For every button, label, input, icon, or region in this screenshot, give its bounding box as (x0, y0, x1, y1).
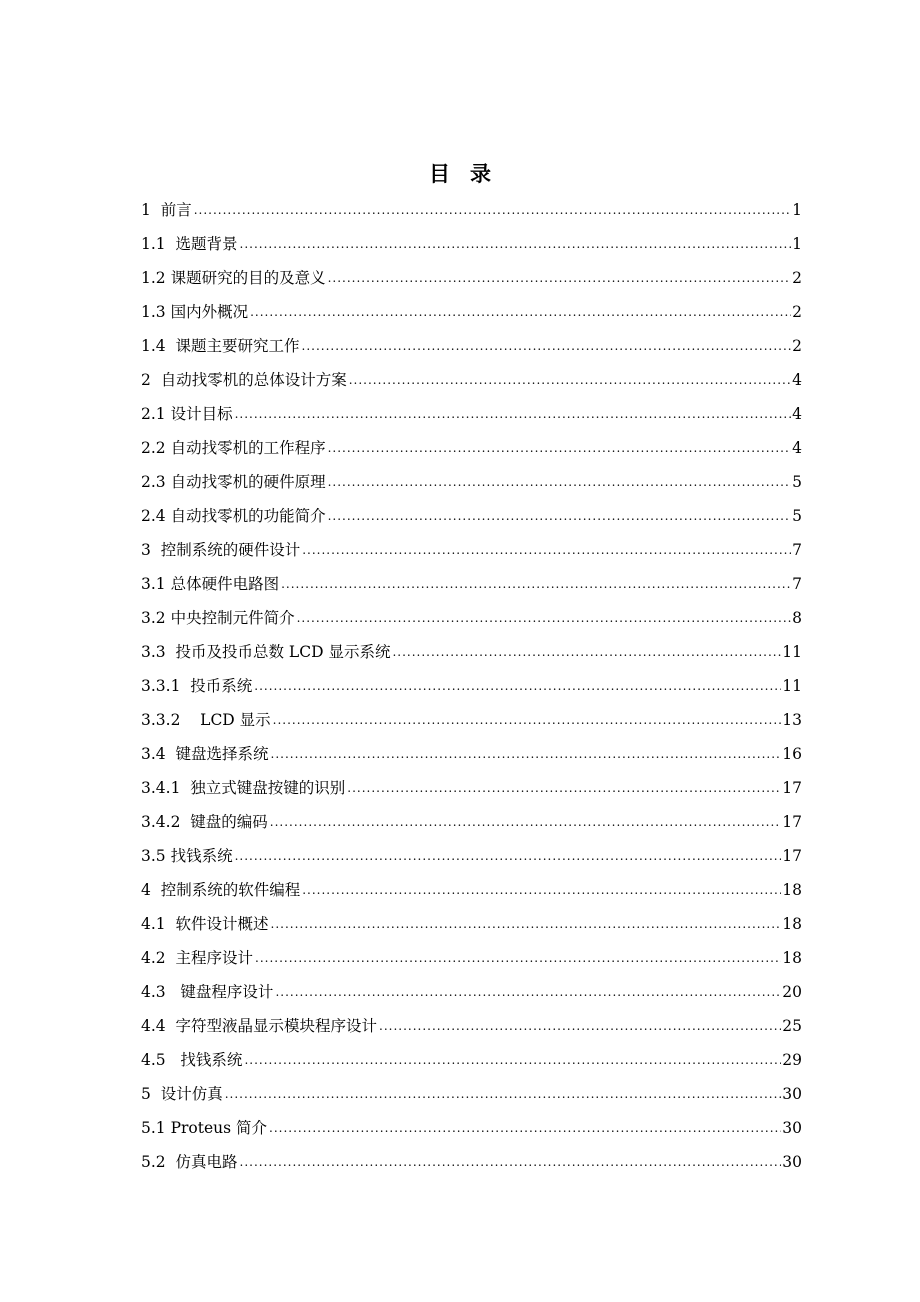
toc-dot-leader (235, 844, 782, 868)
toc-dot-leader (302, 538, 791, 562)
toc-dot-leader (328, 470, 792, 494)
toc-entry-page-number: 30 (782, 1085, 802, 1103)
toc-entry-page-number: 29 (782, 1051, 802, 1069)
toc-entry[interactable] (141, 1014, 802, 1048)
toc-entry[interactable] (141, 1116, 802, 1150)
toc-dot-leader (271, 912, 782, 936)
toc-entry-page-number: 5 (792, 473, 802, 491)
toc-entry[interactable] (141, 640, 802, 674)
toc-entry[interactable] (141, 776, 802, 810)
toc-entry[interactable] (141, 198, 802, 232)
toc-entry-label: 4.2 主程序设计 (141, 949, 254, 967)
toc-entry-label: 2 自动找零机的总体设计方案 (141, 371, 347, 389)
toc-entry-page-number: 2 (792, 337, 802, 355)
toc-entry-label: 2.3 自动找零机的硬件原理 (141, 473, 326, 491)
toc-entry[interactable] (141, 538, 802, 572)
toc-entry-label: 5.2 仿真电路 (141, 1153, 238, 1171)
toc-entry[interactable] (141, 334, 802, 368)
toc-entry-page-number: 11 (782, 643, 802, 661)
toc-entry-page-number: 4 (792, 405, 802, 423)
toc-entry-label: 3.2 中央控制元件简介 (141, 609, 295, 627)
toc-entry-label: 3.3.1 投币系统 (141, 677, 253, 695)
toc-entry-label: 5.1 Proteus 简介 (141, 1119, 268, 1137)
toc-entry-page-number: 25 (782, 1017, 802, 1035)
toc-entry-label: 4.5 找钱系统 (141, 1051, 243, 1069)
toc-entry-label: 3.4 键盘选择系统 (141, 745, 269, 763)
toc-dot-leader (302, 878, 781, 902)
toc-entry[interactable] (141, 980, 802, 1014)
toc-entry-label: 3.4.1 独立式键盘按键的识别 (141, 779, 346, 797)
toc-entry-page-number: 1 (792, 235, 802, 253)
toc-entry-label: 4.3 键盘程序设计 (141, 983, 274, 1001)
toc-entry-label: 3 控制系统的硬件设计 (141, 541, 301, 559)
toc-entry-page-number: 16 (782, 745, 802, 763)
toc-entry-page-number: 18 (782, 949, 802, 967)
toc-entry-page-number: 5 (792, 507, 802, 525)
toc-dot-leader (271, 742, 782, 766)
toc-dot-leader (275, 980, 781, 1004)
toc-dot-leader (347, 776, 781, 800)
toc-entry-label: 3.5 找钱系统 (141, 847, 233, 865)
toc-entry-page-number: 7 (792, 541, 802, 559)
toc-dot-leader (244, 1048, 781, 1072)
toc-entry[interactable] (141, 878, 802, 912)
toc-entry-page-number: 4 (792, 439, 802, 457)
toc-entry[interactable] (141, 674, 802, 708)
toc-entry-page-number: 20 (782, 983, 802, 1001)
toc-dot-leader (379, 1014, 781, 1038)
toc-entry[interactable] (141, 742, 802, 776)
toc-dot-leader (240, 1150, 782, 1174)
toc-entry[interactable] (141, 1082, 802, 1116)
toc-dot-leader (254, 674, 781, 698)
toc-entry-label: 3.3.2 LCD 显示 (141, 711, 271, 729)
toc-entry-page-number: 11 (782, 677, 802, 695)
toc-entry-page-number: 17 (782, 779, 802, 797)
toc-entry-page-number: 30 (782, 1119, 802, 1137)
toc-entry-page-number: 1 (792, 201, 802, 219)
toc-list (141, 198, 802, 1184)
toc-entry-page-number: 2 (792, 303, 802, 321)
toc-entry[interactable] (141, 946, 802, 980)
toc-entry[interactable] (141, 368, 802, 402)
toc-entry[interactable] (141, 912, 802, 946)
toc-entry[interactable] (141, 1048, 802, 1082)
toc-dot-leader (273, 708, 782, 732)
toc-dot-leader (297, 606, 792, 630)
toc-dot-leader (328, 436, 792, 460)
toc-entry-label: 3.3 投币及投币总数 LCD 显示系统 (141, 643, 391, 661)
toc-entry-page-number: 2 (792, 269, 802, 287)
toc-entry-page-number: 17 (782, 813, 802, 831)
toc-entry-page-number: 30 (782, 1153, 802, 1171)
toc-dot-leader (250, 300, 791, 324)
toc-entry-label: 1.3 国内外概况 (141, 303, 249, 321)
toc-dot-leader (225, 1082, 782, 1106)
toc-entry-label: 3.1 总体硬件电路图 (141, 575, 280, 593)
toc-entry-label: 4.4 字符型液晶显示模块程序设计 (141, 1017, 378, 1035)
toc-entry[interactable] (141, 810, 802, 844)
toc-entry[interactable] (141, 436, 802, 470)
toc-entry-page-number: 18 (782, 915, 802, 933)
toc-dot-leader (240, 232, 792, 256)
toc-entry[interactable] (141, 232, 802, 266)
toc-dot-leader (269, 1116, 781, 1140)
toc-entry-label: 3.4.2 键盘的编码 (141, 813, 268, 831)
toc-entry-label: 2.1 设计目标 (141, 405, 233, 423)
toc-entry-label: 2.2 自动找零机的工作程序 (141, 439, 326, 457)
toc-entry[interactable] (141, 402, 802, 436)
toc-dot-leader (392, 640, 781, 664)
toc-entry[interactable] (141, 504, 802, 538)
toc-dot-leader (302, 334, 792, 358)
toc-entry-label: 5 设计仿真 (141, 1085, 223, 1103)
toc-entry-label: 1 前言 (141, 201, 192, 219)
toc-dot-leader (281, 572, 791, 596)
toc-dot-leader (255, 946, 781, 970)
toc-entry[interactable] (141, 1150, 802, 1184)
toc-entry-page-number: 18 (782, 881, 802, 899)
toc-title-char-1: 目 (429, 161, 450, 186)
toc-dot-leader (235, 402, 792, 426)
toc-dot-leader (349, 368, 791, 392)
toc-entry[interactable] (141, 470, 802, 504)
toc-entry[interactable] (141, 266, 802, 300)
toc-entry-page-number: 8 (792, 609, 802, 627)
toc-entry-label: 4 控制系统的软件编程 (141, 881, 301, 899)
toc-dot-leader (328, 266, 792, 290)
toc-entry-page-number: 4 (792, 371, 802, 389)
toc-entry[interactable] (141, 844, 802, 878)
toc-entry[interactable] (141, 606, 802, 640)
toc-entry-page-number: 7 (792, 575, 802, 593)
toc-entry[interactable] (141, 708, 802, 742)
toc-entry-page-number: 17 (782, 847, 802, 865)
toc-title-char-2: 录 (470, 161, 491, 186)
toc-dot-leader (194, 198, 791, 222)
toc-entry-label: 1.1 选题背景 (141, 235, 238, 253)
toc-entry-label: 1.2 课题研究的目的及意义 (141, 269, 326, 287)
toc-entry-label: 2.4 自动找零机的功能简介 (141, 507, 326, 525)
toc-title (0, 158, 920, 188)
toc-entry-label: 4.1 软件设计概述 (141, 915, 269, 933)
toc-dot-leader (328, 504, 792, 528)
toc-entry-label: 1.4 课题主要研究工作 (141, 337, 300, 355)
toc-entry[interactable] (141, 300, 802, 334)
toc-dot-leader (270, 810, 781, 834)
toc-entry[interactable] (141, 572, 802, 606)
toc-entry-page-number: 13 (782, 711, 802, 729)
